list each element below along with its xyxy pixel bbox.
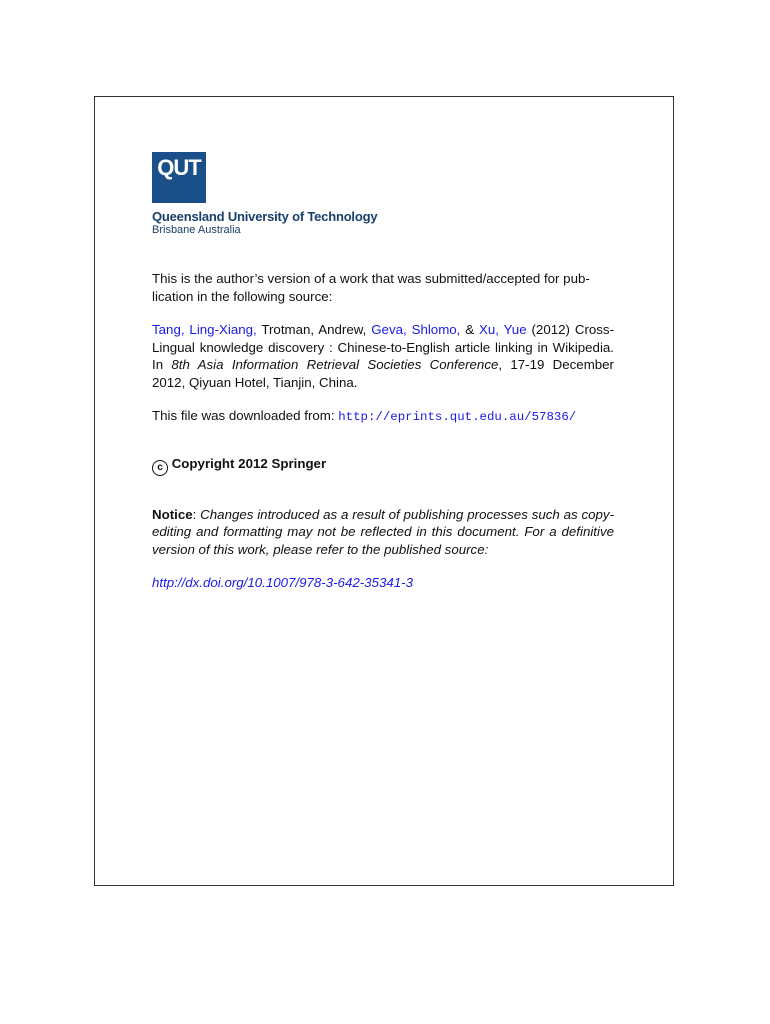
citation-title: Cross-Lingual knowledge discovery : Chinese-to-English article linking in Wikipedia.	[152, 322, 614, 355]
copyright-text: Copyright 2012 Springer	[171, 455, 327, 471]
author-link-tang[interactable]: Tang, Ling-Xiang,	[152, 322, 257, 337]
citation	[152, 321, 614, 391]
citation-details: , 17-19 December 2012, Qiyuan Hotel, Tianjin, China.	[152, 357, 614, 390]
notice-label: Notice	[152, 506, 193, 522]
doi-link[interactable]: http://dx.doi.org/10.1007/978-3-642-35341-3	[152, 575, 413, 590]
notice: Notice: Changes introduced as a result of publishing processes such as copy-editing and formatting may not be reflected in this document. For a definitive version of this work, please refer to the published source:	[152, 506, 615, 557]
document-body	[152, 270, 614, 592]
citation-venue: 8th Asia Information Retrieval Societies Conference	[171, 357, 499, 372]
logo-text: QUT	[157, 155, 201, 180]
author-trotman: Trotman, Andrew,	[261, 322, 367, 337]
citation-year: (2012)	[531, 322, 570, 337]
download-line	[152, 407, 614, 427]
citation-in: In	[152, 357, 164, 372]
copyright-icon: c	[152, 460, 168, 476]
qut-logo	[152, 152, 206, 203]
notice-body: Changes introduced as a result of publishing processes such as copy-editing and formatting may not be reflected in this document. For a definitive version of this work, please refer to the published source:	[152, 506, 615, 557]
intro-text: This is the author’s version of a work that was submitted/accepted for pub-lication in the following source:	[152, 271, 590, 304]
download-url-link[interactable]: http://eprints.qut.edu.au/57836/	[338, 410, 577, 424]
author-separator: &	[465, 322, 475, 337]
download-label: This file was downloaded from:	[152, 408, 335, 423]
institution-location: Brisbane Australia	[152, 224, 241, 236]
institution-name: Queensland University of Technology	[152, 209, 378, 224]
author-link-xu[interactable]: Xu, Yue	[479, 322, 527, 337]
author-link-geva[interactable]: Geva, Shlomo,	[371, 322, 461, 337]
copyright-line	[152, 455, 614, 476]
